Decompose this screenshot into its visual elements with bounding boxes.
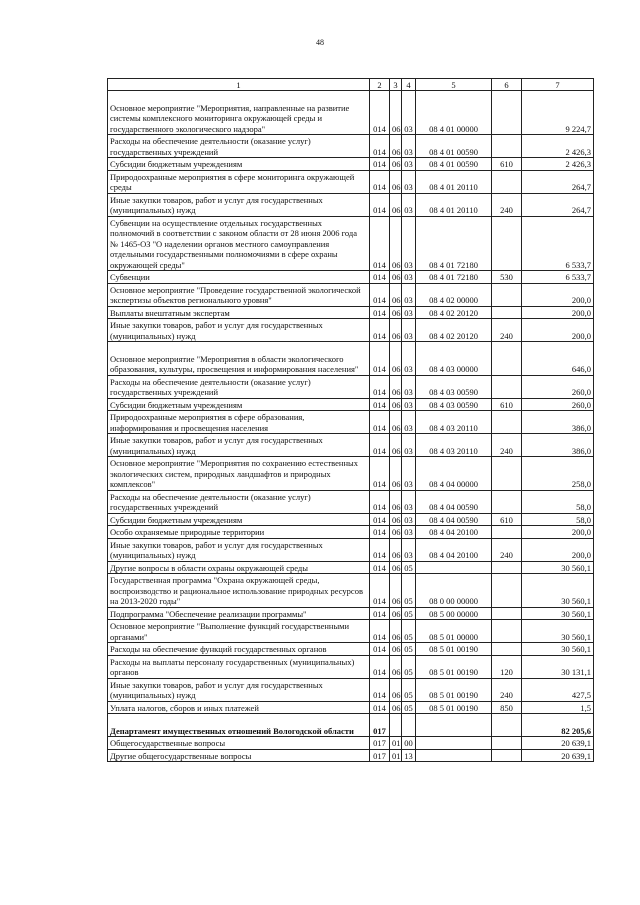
cell-section: 06 bbox=[390, 319, 402, 342]
table-row bbox=[108, 283, 594, 306]
cell-target-article: 08 4 03 00590 bbox=[416, 398, 492, 411]
cell-section: 06 bbox=[390, 193, 402, 216]
cell-amount: 200,0 bbox=[522, 283, 594, 306]
budget-table bbox=[107, 78, 594, 762]
cell-name: Расходы на обеспечение деятельности (оказание услуг) государственных учреждений bbox=[108, 375, 370, 398]
cell-expense-type bbox=[492, 283, 522, 306]
cell-expense-type: 240 bbox=[492, 538, 522, 561]
cell-subsection: 03 bbox=[402, 158, 416, 171]
cell-amount: 58,0 bbox=[522, 513, 594, 526]
cell-amount: 20 639,1 bbox=[522, 737, 594, 750]
cell-expense-type bbox=[492, 526, 522, 539]
cell-department: 017 bbox=[370, 714, 390, 737]
cell-subsection: 03 bbox=[402, 306, 416, 319]
cell-department: 014 bbox=[370, 271, 390, 284]
cell-department: 014 bbox=[370, 561, 390, 574]
cell-subsection: 03 bbox=[402, 411, 416, 434]
cell-expense-type bbox=[492, 574, 522, 608]
cell-amount: 82 205,6 bbox=[522, 714, 594, 737]
cell-name: Расходы на выплаты персоналу государственных (муниципальных) органов bbox=[108, 655, 370, 678]
table-row bbox=[108, 271, 594, 284]
cell-name: Особо охраняемые природные территории bbox=[108, 526, 370, 539]
cell-name: Общегосударственные вопросы bbox=[108, 737, 370, 750]
cell-target-article: 08 4 01 00590 bbox=[416, 135, 492, 158]
cell-target-article: 08 0 00 00000 bbox=[416, 574, 492, 608]
cell-target-article: 08 5 00 00000 bbox=[416, 607, 492, 620]
cell-department: 014 bbox=[370, 643, 390, 656]
cell-expense-type: 120 bbox=[492, 655, 522, 678]
cell-expense-type bbox=[492, 411, 522, 434]
cell-name: Иные закупки товаров, работ и услуг для государственных (муниципальных) нужд bbox=[108, 678, 370, 701]
cell-department: 014 bbox=[370, 526, 390, 539]
cell-department: 014 bbox=[370, 283, 390, 306]
cell-name: Субсидии бюджетным учреждениям bbox=[108, 398, 370, 411]
cell-subsection: 03 bbox=[402, 434, 416, 457]
cell-amount: 200,0 bbox=[522, 306, 594, 319]
cell-name: Основное мероприятие "Мероприятия в области экологического образования, культуры, просвещения и информирования населения" bbox=[108, 342, 370, 376]
cell-section: 06 bbox=[390, 306, 402, 319]
cell-department: 014 bbox=[370, 91, 390, 135]
header-cell-section: 3 bbox=[390, 79, 402, 91]
cell-amount: 2 426,3 bbox=[522, 135, 594, 158]
cell-target-article: 08 5 01 00190 bbox=[416, 655, 492, 678]
cell-target-article: 08 4 03 20110 bbox=[416, 411, 492, 434]
header-cell-amount: 7 bbox=[522, 79, 594, 91]
cell-section: 06 bbox=[390, 216, 402, 271]
cell-expense-type: 610 bbox=[492, 158, 522, 171]
cell-section: 06 bbox=[390, 170, 402, 193]
cell-target-article bbox=[416, 561, 492, 574]
cell-department: 014 bbox=[370, 193, 390, 216]
cell-subsection: 03 bbox=[402, 457, 416, 491]
cell-section bbox=[390, 714, 402, 737]
header-cell-target-article: 5 bbox=[416, 79, 492, 91]
cell-name: Выплаты внештатным экспертам bbox=[108, 306, 370, 319]
cell-section: 01 bbox=[390, 737, 402, 750]
table-row bbox=[108, 193, 594, 216]
cell-name: Субвенции на осуществление отдельных государственных полномочий в соответствии с законом области от 28 июня 2006 года № 1465-ОЗ "О наделении органов местного самоуправления отдельными государственными полномочиями в сфере охраны окружающей среды" bbox=[108, 216, 370, 271]
cell-target-article: 08 4 02 20120 bbox=[416, 319, 492, 342]
cell-target-article: 08 4 01 20110 bbox=[416, 193, 492, 216]
cell-department: 017 bbox=[370, 737, 390, 750]
cell-department: 014 bbox=[370, 306, 390, 319]
cell-amount: 386,0 bbox=[522, 411, 594, 434]
cell-subsection: 03 bbox=[402, 193, 416, 216]
cell-section: 06 bbox=[390, 434, 402, 457]
cell-name: Другие вопросы в области охраны окружающей среды bbox=[108, 561, 370, 574]
cell-expense-type: 610 bbox=[492, 398, 522, 411]
cell-expense-type bbox=[492, 490, 522, 513]
cell-amount: 30 560,1 bbox=[522, 620, 594, 643]
cell-target-article bbox=[416, 749, 492, 762]
table-row bbox=[108, 643, 594, 656]
cell-subsection: 05 bbox=[402, 678, 416, 701]
cell-target-article bbox=[416, 737, 492, 750]
cell-amount: 200,0 bbox=[522, 526, 594, 539]
table-row bbox=[108, 375, 594, 398]
header-row bbox=[108, 79, 594, 91]
cell-name: Природоохранные мероприятия в сфере образования, информирования и просвещения населения bbox=[108, 411, 370, 434]
cell-section: 06 bbox=[390, 271, 402, 284]
cell-expense-type bbox=[492, 620, 522, 643]
cell-amount: 646,0 bbox=[522, 342, 594, 376]
cell-expense-type bbox=[492, 91, 522, 135]
cell-department: 014 bbox=[370, 490, 390, 513]
cell-section: 06 bbox=[390, 538, 402, 561]
cell-section: 06 bbox=[390, 490, 402, 513]
cell-amount: 20 639,1 bbox=[522, 749, 594, 762]
cell-name: Основное мероприятие "Выполнение функций государственными органами" bbox=[108, 620, 370, 643]
cell-subsection: 13 bbox=[402, 749, 416, 762]
cell-subsection: 05 bbox=[402, 643, 416, 656]
cell-target-article: 08 4 04 00590 bbox=[416, 490, 492, 513]
cell-target-article: 08 4 02 00000 bbox=[416, 283, 492, 306]
cell-expense-type bbox=[492, 643, 522, 656]
cell-section: 06 bbox=[390, 561, 402, 574]
cell-name: Субсидии бюджетным учреждениям bbox=[108, 513, 370, 526]
cell-expense-type bbox=[492, 714, 522, 737]
cell-subsection: 03 bbox=[402, 490, 416, 513]
table-row bbox=[108, 457, 594, 491]
cell-subsection: 03 bbox=[402, 513, 416, 526]
table-row bbox=[108, 620, 594, 643]
cell-target-article: 08 4 01 72180 bbox=[416, 216, 492, 271]
cell-target-article: 08 4 03 20110 bbox=[416, 434, 492, 457]
cell-amount: 386,0 bbox=[522, 434, 594, 457]
cell-section: 06 bbox=[390, 91, 402, 135]
cell-section: 06 bbox=[390, 526, 402, 539]
cell-section: 06 bbox=[390, 678, 402, 701]
cell-subsection: 03 bbox=[402, 271, 416, 284]
cell-amount: 427,5 bbox=[522, 678, 594, 701]
table-row bbox=[108, 490, 594, 513]
cell-department: 014 bbox=[370, 513, 390, 526]
cell-expense-type: 610 bbox=[492, 513, 522, 526]
cell-expense-type: 240 bbox=[492, 193, 522, 216]
cell-section: 01 bbox=[390, 749, 402, 762]
cell-subsection: 00 bbox=[402, 737, 416, 750]
cell-section: 06 bbox=[390, 342, 402, 376]
cell-expense-type: 240 bbox=[492, 434, 522, 457]
cell-department: 014 bbox=[370, 538, 390, 561]
table-row bbox=[108, 714, 594, 737]
table-row bbox=[108, 607, 594, 620]
cell-name: Уплата налогов, сборов и иных платежей bbox=[108, 701, 370, 714]
cell-department: 014 bbox=[370, 158, 390, 171]
cell-department: 014 bbox=[370, 607, 390, 620]
cell-department: 014 bbox=[370, 457, 390, 491]
cell-section: 06 bbox=[390, 701, 402, 714]
cell-name: Расходы на обеспечение деятельности (оказание услуг) государственных учреждений bbox=[108, 490, 370, 513]
cell-amount: 30 560,1 bbox=[522, 561, 594, 574]
cell-department: 014 bbox=[370, 701, 390, 714]
cell-target-article: 08 4 03 00000 bbox=[416, 342, 492, 376]
cell-amount: 260,0 bbox=[522, 375, 594, 398]
table-row bbox=[108, 158, 594, 171]
table-row bbox=[108, 678, 594, 701]
cell-amount: 58,0 bbox=[522, 490, 594, 513]
cell-name: Иные закупки товаров, работ и услуг для государственных (муниципальных) нужд bbox=[108, 538, 370, 561]
cell-section: 06 bbox=[390, 513, 402, 526]
cell-subsection: 03 bbox=[402, 216, 416, 271]
cell-expense-type bbox=[492, 306, 522, 319]
cell-expense-type bbox=[492, 561, 522, 574]
cell-subsection: 05 bbox=[402, 561, 416, 574]
cell-target-article: 08 5 01 00190 bbox=[416, 701, 492, 714]
page-number: 48 bbox=[316, 38, 324, 47]
cell-target-article: 08 4 01 00000 bbox=[416, 91, 492, 135]
cell-target-article: 08 5 01 00190 bbox=[416, 643, 492, 656]
table-row bbox=[108, 434, 594, 457]
cell-subsection: 05 bbox=[402, 620, 416, 643]
cell-expense-type bbox=[492, 375, 522, 398]
cell-amount: 258,0 bbox=[522, 457, 594, 491]
cell-target-article: 08 5 01 00000 bbox=[416, 620, 492, 643]
cell-amount: 9 224,7 bbox=[522, 91, 594, 135]
cell-name: Субвенции bbox=[108, 271, 370, 284]
cell-subsection: 05 bbox=[402, 607, 416, 620]
cell-name: Расходы на обеспечение деятельности (оказание услуг) государственных учреждений bbox=[108, 135, 370, 158]
table-row bbox=[108, 701, 594, 714]
cell-section: 06 bbox=[390, 158, 402, 171]
table-row bbox=[108, 526, 594, 539]
cell-department: 014 bbox=[370, 411, 390, 434]
cell-expense-type bbox=[492, 135, 522, 158]
cell-expense-type: 240 bbox=[492, 678, 522, 701]
cell-amount: 2 426,3 bbox=[522, 158, 594, 171]
cell-target-article: 08 4 01 20110 bbox=[416, 170, 492, 193]
cell-subsection: 03 bbox=[402, 398, 416, 411]
cell-subsection bbox=[402, 714, 416, 737]
cell-name: Иные закупки товаров, работ и услуг для государственных (муниципальных) нужд bbox=[108, 193, 370, 216]
cell-target-article: 08 5 01 00190 bbox=[416, 678, 492, 701]
cell-name: Расходы на обеспечение функций государственных органов bbox=[108, 643, 370, 656]
cell-subsection: 03 bbox=[402, 538, 416, 561]
cell-amount: 30 131,1 bbox=[522, 655, 594, 678]
table-row bbox=[108, 91, 594, 135]
cell-department: 014 bbox=[370, 135, 390, 158]
cell-amount: 30 560,1 bbox=[522, 574, 594, 608]
cell-amount: 1,5 bbox=[522, 701, 594, 714]
table-row bbox=[108, 135, 594, 158]
cell-amount: 30 560,1 bbox=[522, 643, 594, 656]
table-row bbox=[108, 342, 594, 376]
cell-department: 014 bbox=[370, 655, 390, 678]
cell-target-article: 08 4 01 00590 bbox=[416, 158, 492, 171]
cell-department: 014 bbox=[370, 434, 390, 457]
cell-subsection: 03 bbox=[402, 319, 416, 342]
cell-expense-type bbox=[492, 737, 522, 750]
cell-name: Иные закупки товаров, работ и услуг для государственных (муниципальных) нужд bbox=[108, 434, 370, 457]
cell-name: Основное мероприятие "Мероприятия, направленные на развитие системы комплексного мониторинга окружающей среды и государственного экологического надзора" bbox=[108, 91, 370, 135]
cell-section: 06 bbox=[390, 574, 402, 608]
cell-department: 014 bbox=[370, 342, 390, 376]
cell-subsection: 05 bbox=[402, 701, 416, 714]
cell-department: 014 bbox=[370, 574, 390, 608]
header-cell-expense-type: 6 bbox=[492, 79, 522, 91]
cell-target-article: 08 4 04 20100 bbox=[416, 538, 492, 561]
cell-name: Государственная программа "Охрана окружающей среды, воспроизводство и рациональное использование природных ресурсов на 2013-2020 годы" bbox=[108, 574, 370, 608]
cell-department: 014 bbox=[370, 678, 390, 701]
table-row bbox=[108, 306, 594, 319]
cell-subsection: 03 bbox=[402, 375, 416, 398]
table-row bbox=[108, 538, 594, 561]
table-row bbox=[108, 737, 594, 750]
cell-subsection: 05 bbox=[402, 655, 416, 678]
cell-name: Основное мероприятие "Мероприятия по сохранению естественных экологических систем, природных ландшафтов и природных комплексов" bbox=[108, 457, 370, 491]
cell-department: 014 bbox=[370, 319, 390, 342]
cell-section: 06 bbox=[390, 607, 402, 620]
table-row bbox=[108, 513, 594, 526]
cell-section: 06 bbox=[390, 457, 402, 491]
header-cell-name: 1 bbox=[108, 79, 370, 91]
cell-name: Природоохранные мероприятия в сфере мониторинга окружающей среды bbox=[108, 170, 370, 193]
cell-expense-type bbox=[492, 216, 522, 271]
cell-amount: 264,7 bbox=[522, 193, 594, 216]
cell-target-article bbox=[416, 714, 492, 737]
cell-section: 06 bbox=[390, 643, 402, 656]
cell-department: 017 bbox=[370, 749, 390, 762]
header-cell-department: 2 bbox=[370, 79, 390, 91]
cell-name: Субсидии бюджетным учреждениям bbox=[108, 158, 370, 171]
cell-subsection: 05 bbox=[402, 574, 416, 608]
cell-expense-type bbox=[492, 342, 522, 376]
cell-subsection: 03 bbox=[402, 135, 416, 158]
cell-expense-type: 850 bbox=[492, 701, 522, 714]
cell-section: 06 bbox=[390, 375, 402, 398]
cell-amount: 6 533,7 bbox=[522, 271, 594, 284]
header-cell-subsection: 4 bbox=[402, 79, 416, 91]
table-row bbox=[108, 749, 594, 762]
cell-target-article: 08 4 04 00590 bbox=[416, 513, 492, 526]
cell-department: 014 bbox=[370, 398, 390, 411]
table-row bbox=[108, 655, 594, 678]
cell-section: 06 bbox=[390, 135, 402, 158]
cell-name: Основное мероприятие "Проведение государственной экологической экспертизы объектов регионального уровня" bbox=[108, 283, 370, 306]
cell-section: 06 bbox=[390, 283, 402, 306]
table-row bbox=[108, 216, 594, 271]
cell-target-article: 08 4 01 72180 bbox=[416, 271, 492, 284]
table-row bbox=[108, 170, 594, 193]
cell-name: Подпрограмма "Обеспечение реализации программы" bbox=[108, 607, 370, 620]
cell-subsection: 03 bbox=[402, 526, 416, 539]
cell-amount: 6 533,7 bbox=[522, 216, 594, 271]
cell-expense-type bbox=[492, 607, 522, 620]
cell-section: 06 bbox=[390, 398, 402, 411]
cell-department: 014 bbox=[370, 170, 390, 193]
cell-name: Иные закупки товаров, работ и услуг для государственных (муниципальных) нужд bbox=[108, 319, 370, 342]
cell-expense-type bbox=[492, 749, 522, 762]
cell-name: Другие общегосударственные вопросы bbox=[108, 749, 370, 762]
table-row bbox=[108, 561, 594, 574]
cell-section: 06 bbox=[390, 620, 402, 643]
cell-target-article: 08 4 03 00590 bbox=[416, 375, 492, 398]
cell-amount: 264,7 bbox=[522, 170, 594, 193]
cell-subsection: 03 bbox=[402, 283, 416, 306]
cell-target-article: 08 4 04 20100 bbox=[416, 526, 492, 539]
cell-name: Департамент имущественных отношений Вологодской области bbox=[108, 714, 370, 737]
cell-amount: 30 560,1 bbox=[522, 607, 594, 620]
cell-expense-type bbox=[492, 457, 522, 491]
cell-subsection: 03 bbox=[402, 342, 416, 376]
cell-section: 06 bbox=[390, 655, 402, 678]
cell-expense-type bbox=[492, 170, 522, 193]
cell-expense-type: 530 bbox=[492, 271, 522, 284]
cell-department: 014 bbox=[370, 216, 390, 271]
table-row bbox=[108, 411, 594, 434]
cell-department: 014 bbox=[370, 620, 390, 643]
cell-department: 014 bbox=[370, 375, 390, 398]
cell-target-article: 08 4 04 00000 bbox=[416, 457, 492, 491]
cell-amount: 260,0 bbox=[522, 398, 594, 411]
table-row bbox=[108, 319, 594, 342]
cell-target-article: 08 4 02 20120 bbox=[416, 306, 492, 319]
cell-amount: 200,0 bbox=[522, 319, 594, 342]
table-row bbox=[108, 574, 594, 608]
cell-expense-type: 240 bbox=[492, 319, 522, 342]
cell-subsection: 03 bbox=[402, 91, 416, 135]
cell-amount: 200,0 bbox=[522, 538, 594, 561]
cell-subsection: 03 bbox=[402, 170, 416, 193]
cell-section: 06 bbox=[390, 411, 402, 434]
table-row bbox=[108, 398, 594, 411]
